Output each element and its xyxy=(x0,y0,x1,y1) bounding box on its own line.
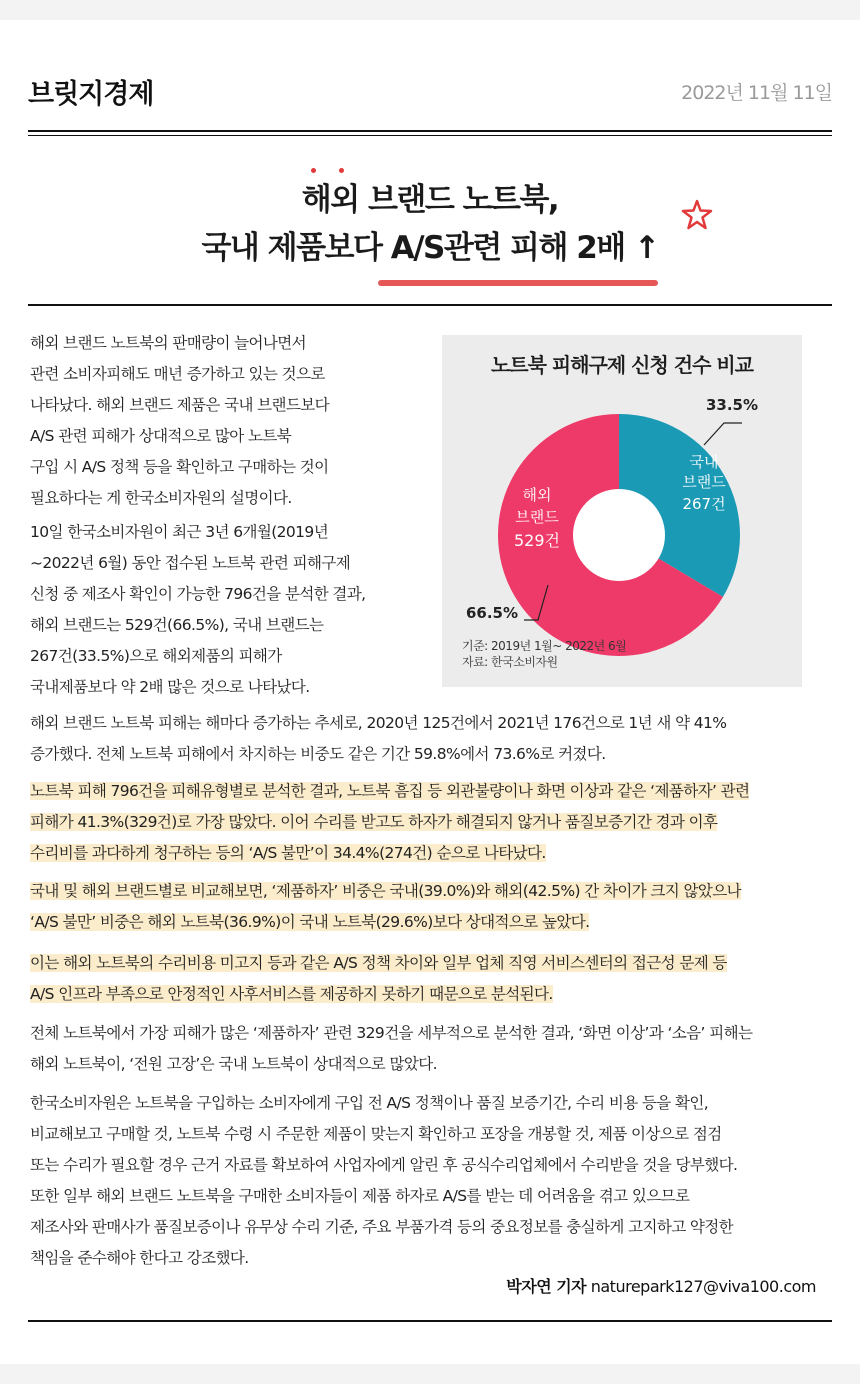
chart-title: 노트북 피해구제 신청 건수 비교 xyxy=(490,353,753,377)
masthead-logo: 브릿지경제 xyxy=(28,79,154,110)
donut-chart xyxy=(442,335,802,687)
slice-label-foreign-1: 해외 xyxy=(522,486,552,504)
headline-line-1: 해외 브랜드 노트북, xyxy=(301,182,559,218)
text-line: 증가했다. 전체 노트북 피해에서 차지하는 비중도 같은 기간 59.8%에서 73.6%로 커졌다. xyxy=(30,745,606,763)
text-line: 해외 브랜드 노트북의 판매량이 늘어나면서 xyxy=(30,334,307,352)
text-line: 전체 노트북에서 가장 피해가 많은 ‘제품하자’ 관련 329건을 세부적으로 분석한 결과, ‘화면 이상’과 ‘소음’ 피해는 xyxy=(30,1024,753,1042)
slice-label-domestic-1: 국내 xyxy=(689,453,719,471)
text-line: 한국소비자원은 노트북을 구입하는 소비자에게 구입 전 A/S 정책이나 품질 보증기간, 수리 비용 등을 확인, xyxy=(30,1094,709,1112)
paragraph-brand-compare xyxy=(30,876,835,938)
text-line: 해외 브랜드는 529건(66.5%), 국내 브랜드는 xyxy=(30,616,324,634)
text-line: 267건(33.5%)으로 해외제품의 피해가 xyxy=(30,647,282,665)
headline xyxy=(0,176,860,272)
emphasis-dot xyxy=(339,168,344,173)
highlighted-line: 국내 및 해외 브랜드별로 비교해보면, ‘제품하자’ 비중은 국내(39.0%)와 해외(42.5%) 간 차이가 크지 않았으나 xyxy=(30,882,741,900)
paragraph-cause xyxy=(30,948,835,1010)
text-line: 또한 일부 해외 브랜드 노트북을 구매한 소비자들이 제품 하자로 A/S를 받는 데 어려움을 겪고 있으므로 xyxy=(30,1187,690,1205)
highlighted-line: 피해가 41.3%(329건)로 가장 많았다. 이어 수리를 받고도 하자가 해결되지 않거나 품질보증기간 경과 이후 xyxy=(30,813,718,831)
highlighted-line: 노트북 피해 796건을 피해유형별로 분석한 결과, 노트북 흠집 등 외관불량이나 화면 이상과 같은 ‘제품하자’ 관련 xyxy=(30,782,750,800)
donut-hole xyxy=(573,489,665,581)
highlighted-line: A/S 인프라 부족으로 안정적인 사후서비스를 제공하지 못하기 때문으로 분석된다. xyxy=(30,985,553,1003)
text-line: ~2022년 6월) 동안 접수된 노트북 관련 피해구제 xyxy=(30,554,351,572)
byline xyxy=(506,1274,816,1297)
headline-rule xyxy=(28,304,832,306)
text-line: 신청 중 제조사 확인이 가능한 796건을 분석한 결과, xyxy=(30,585,366,603)
highlighted-line: 이는 해외 노트북의 수리비용 미고지 등과 같은 A/S 정책 차이와 일부 업체 직영 서비스센터의 접근성 문제 등 xyxy=(30,954,727,972)
paragraph-defect-detail xyxy=(30,1018,835,1080)
text-line: 해외 노트북이, ‘전원 고장’은 국내 노트북이 상대적으로 많았다. xyxy=(30,1055,437,1073)
text-line: 필요하다는 게 한국소비자원의 설명이다. xyxy=(30,489,292,507)
top-rule xyxy=(28,130,832,132)
text-line: 제조사와 판매사가 품질보증이나 유무상 수리 기준, 주요 부품가격 등의 중요정보를 충실하게 고지하고 약정한 xyxy=(30,1218,734,1236)
text-line: 나타났다. 해외 브랜드 제품은 국내 브랜드보다 xyxy=(30,396,330,414)
text-line: A/S 관련 피해가 상대적으로 많아 노트북 xyxy=(30,427,292,445)
text-line: 관련 소비자피해도 매년 증가하고 있는 것으로 xyxy=(30,365,325,383)
percent-label-domestic: 33.5% xyxy=(705,396,759,414)
bottom-rule xyxy=(28,1320,832,1322)
text-line: 구입 시 A/S 정책 등을 확인하고 구매하는 것이 xyxy=(30,458,329,476)
percent-label-foreign: 66.5% xyxy=(465,604,519,622)
highlighted-line: ‘A/S 불만’ 비중은 해외 노트북(36.9%)이 국내 노트북(29.6%)보다 상대적으로 높았다. xyxy=(30,913,590,931)
text-line: 10일 한국소비자원이 최근 3년 6개월(2019년 xyxy=(30,523,329,541)
emphasis-dot xyxy=(311,168,316,173)
reporter-name: 박자연 기자 xyxy=(506,1277,587,1296)
slice-label-domestic-2: 브랜드 xyxy=(682,473,726,491)
intro-paragraph xyxy=(30,328,425,514)
analysis-paragraph xyxy=(30,517,425,703)
highlighted-line: 수리비를 과다하게 청구하는 등의 ‘A/S 불만’이 34.4%(274건) 순으로 나타났다. xyxy=(30,844,546,862)
text-line: 책임을 준수해야 한다고 강조했다. xyxy=(30,1249,249,1267)
slice-label-domestic-3: 267건 xyxy=(682,495,726,513)
chart-canvas xyxy=(442,335,802,687)
publish-date: 2022년 11월 11일 xyxy=(681,82,832,104)
star-icon xyxy=(680,198,714,232)
chart-basis: 기준: 2019년 1월~ 2022년 6월 xyxy=(462,639,627,653)
headline-underline xyxy=(378,280,658,286)
text-line: 국내제품보다 약 2배 많은 것으로 나타났다. xyxy=(30,678,310,696)
paragraph-trend xyxy=(30,708,835,770)
paragraph-damage-type xyxy=(30,776,835,869)
text-line: 또는 수리가 필요할 경우 근거 자료를 확보하여 사업자에게 알린 후 공식수리업체에서 수리받을 것을 당부했다. xyxy=(30,1156,738,1174)
leader-line-domestic xyxy=(704,423,742,445)
text-line: 해외 브랜드 노트북 피해는 해마다 증가하는 추세로, 2020년 125건에서 2021년 176건으로 1년 새 약 41% xyxy=(30,714,727,732)
chart-source: 자료: 한국소비자원 xyxy=(462,655,558,669)
paragraph-advice xyxy=(30,1088,835,1274)
headline-line-2: 국내 제품보다 A/S관련 피해 2배 ↑ xyxy=(201,230,659,266)
text-line: 비교해보고 구매할 것, 노트북 수령 시 주문한 제품이 맞는지 확인하고 포장을 개봉할 것, 제품 이상으로 점검 xyxy=(30,1125,722,1143)
slice-label-foreign-3: 529건 xyxy=(514,531,560,550)
top-rule-thin xyxy=(28,135,832,136)
reporter-email[interactable]: naturepark127@viva100.com xyxy=(590,1277,816,1296)
slice-label-foreign-2: 브랜드 xyxy=(515,508,559,526)
